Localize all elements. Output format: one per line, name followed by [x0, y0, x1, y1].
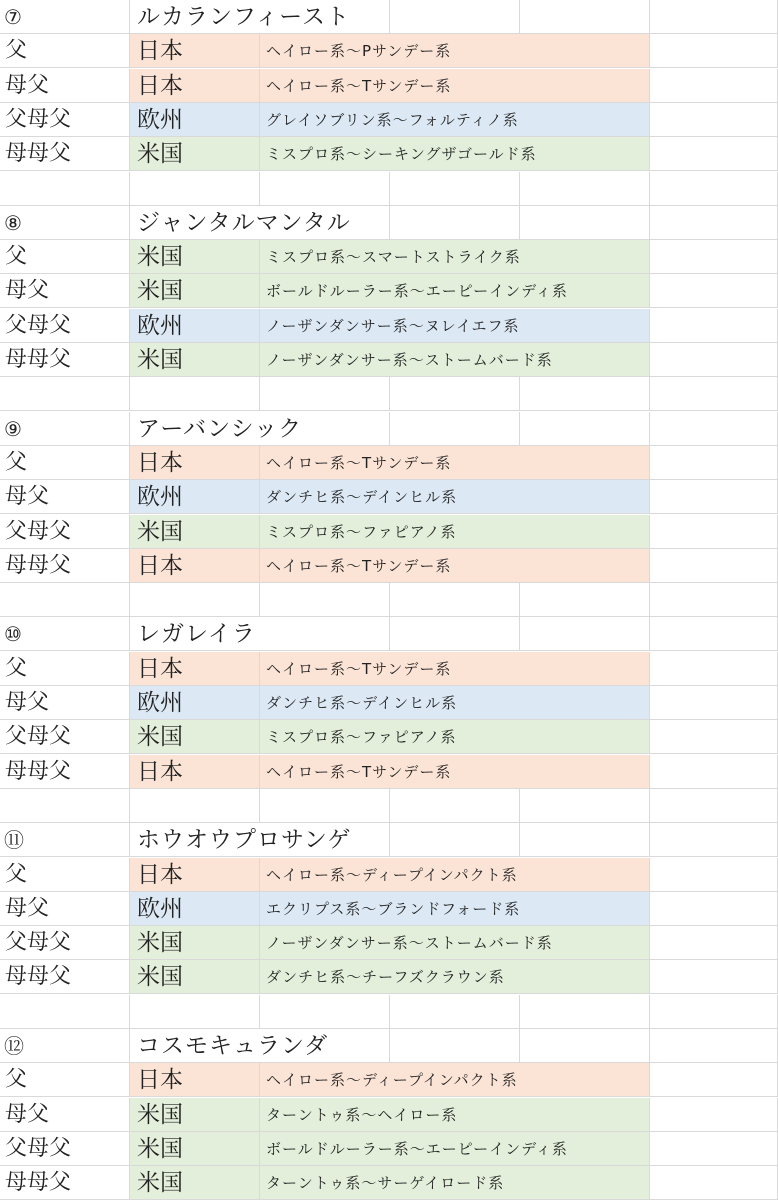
- sire-line-text: ノーザンダンサー系～ヌレイエフ系: [266, 316, 520, 335]
- horse-number: ⑩: [4, 622, 22, 647]
- horse-number: ⑧: [4, 210, 22, 235]
- horse-number-cell[interactable]: [0, 412, 130, 446]
- region-cell[interactable]: [130, 926, 260, 960]
- relation-label: 母母父: [5, 347, 72, 372]
- relation-label-cell[interactable]: [0, 343, 130, 377]
- sire-line-text: グレイソブリン系～フォルティノ系: [266, 110, 519, 129]
- region-text: 日本: [137, 1067, 183, 1094]
- region-cell[interactable]: [130, 1166, 260, 1200]
- spacer-row: [0, 172, 778, 206]
- empty-cell[interactable]: [650, 583, 778, 617]
- empty-cell[interactable]: [390, 206, 520, 240]
- sire-line-cell[interactable]: [260, 960, 650, 994]
- sire-line-text: ターントゥ系～ヘイロー系: [266, 1105, 458, 1124]
- empty-cell[interactable]: [650, 412, 778, 446]
- empty-cell[interactable]: [520, 617, 650, 651]
- region-cell[interactable]: [130, 240, 260, 274]
- relation-label: 母父: [5, 72, 50, 98]
- empty-cell[interactable]: [260, 172, 390, 206]
- relation-label: 父母父: [5, 724, 72, 750]
- sire-line-cell[interactable]: [260, 34, 650, 68]
- sire-line-cell[interactable]: [260, 892, 650, 926]
- sire-line-text: ヘイロー系～Pサンデー系: [266, 42, 452, 61]
- region-cell[interactable]: [130, 1063, 260, 1097]
- empty-cell[interactable]: [390, 789, 520, 823]
- sire-line-text: ボールドルーラー系～エーピーインディ系: [266, 1139, 568, 1158]
- relation-label: 母母父: [5, 964, 72, 990]
- empty-cell[interactable]: [650, 652, 778, 686]
- region-cell[interactable]: [130, 103, 260, 137]
- sire-line-cell[interactable]: [260, 858, 650, 892]
- empty-cell[interactable]: [0, 995, 130, 1029]
- sire-line-cell[interactable]: [260, 446, 650, 480]
- pedigree-row: [0, 686, 778, 720]
- horse-name-cell[interactable]: [130, 1029, 390, 1063]
- sire-line-text: ヘイロー系～ディープインパクト系: [266, 1071, 518, 1090]
- relation-label: 母母父: [5, 758, 72, 784]
- empty-cell[interactable]: [650, 789, 778, 823]
- pedigree-row: [0, 69, 778, 103]
- sire-line-cell[interactable]: [260, 926, 650, 960]
- region-text: 米国: [137, 1101, 183, 1128]
- empty-cell[interactable]: [650, 515, 778, 549]
- region-cell[interactable]: [130, 69, 260, 103]
- spacer-row: [0, 377, 778, 411]
- relation-label: 母父: [5, 690, 50, 715]
- region-cell[interactable]: [130, 960, 260, 994]
- empty-cell[interactable]: [650, 34, 778, 68]
- sire-line-cell[interactable]: [260, 1132, 650, 1166]
- pedigree-row: [0, 926, 778, 960]
- region-cell[interactable]: [130, 274, 260, 308]
- horse-number-cell[interactable]: [0, 0, 130, 34]
- pedigree-row: [0, 309, 778, 343]
- empty-cell[interactable]: [650, 549, 778, 583]
- horse-header-row: [0, 617, 778, 651]
- spacer-row: [0, 583, 778, 617]
- empty-cell[interactable]: [650, 480, 778, 514]
- empty-cell[interactable]: [650, 755, 778, 789]
- relation-label-cell[interactable]: [0, 446, 130, 480]
- sire-line-cell[interactable]: [260, 686, 650, 720]
- relation-label-cell[interactable]: [0, 686, 130, 720]
- region-text: 欧州: [137, 690, 183, 716]
- empty-cell[interactable]: [650, 960, 778, 994]
- relation-label-cell[interactable]: [0, 480, 130, 514]
- region-text: 日本: [137, 758, 183, 785]
- pedigree-row: [0, 240, 778, 274]
- pedigree-row: [0, 549, 778, 583]
- pedigree-row: [0, 652, 778, 686]
- sire-line-text: ダンチヒ系～デインヒル系: [266, 488, 458, 507]
- region-cell[interactable]: [130, 686, 260, 720]
- horse-number: ⑦: [4, 5, 22, 29]
- region-cell[interactable]: [130, 343, 260, 377]
- empty-cell[interactable]: [390, 1029, 520, 1063]
- relation-label-cell[interactable]: [0, 515, 130, 549]
- region-cell[interactable]: [130, 755, 260, 789]
- sire-line-text: ヘイロー系～ディープインパクト系: [266, 865, 518, 884]
- relation-label: 父母父: [5, 518, 72, 544]
- horse-name: レガレイラ: [137, 621, 256, 648]
- pedigree-row: [0, 515, 778, 549]
- relation-label: 父母父: [5, 106, 72, 132]
- sire-line-text: ミスプロ系～ファピアノ系: [266, 728, 457, 747]
- relation-label: 父母父: [5, 1135, 72, 1161]
- relation-label: 父: [5, 244, 28, 270]
- relation-label-cell[interactable]: [0, 892, 130, 926]
- sire-line-cell[interactable]: [260, 480, 650, 514]
- relation-label-cell[interactable]: [0, 1166, 130, 1200]
- horse-number-cell[interactable]: [0, 206, 130, 240]
- empty-cell[interactable]: [0, 172, 130, 206]
- horse-name: アーバンシック: [137, 415, 303, 442]
- pedigree-row: [0, 446, 778, 480]
- relation-label: 父: [5, 38, 28, 64]
- empty-cell[interactable]: [650, 926, 778, 960]
- empty-cell[interactable]: [650, 137, 778, 171]
- horse-number-cell[interactable]: [0, 1029, 130, 1063]
- horse-name-cell[interactable]: [130, 0, 390, 34]
- sire-line-text: エクリプス系～ブランドフォード系: [266, 899, 521, 918]
- horse-name-cell[interactable]: [130, 412, 390, 446]
- sire-line-text: ダンチヒ系～デインヒル系: [266, 694, 458, 712]
- pedigree-row: [0, 1098, 778, 1132]
- relation-label-cell[interactable]: [0, 103, 130, 137]
- sire-line-text: ヘイロー系～Tサンデー系: [266, 453, 452, 472]
- empty-cell[interactable]: [130, 995, 260, 1029]
- empty-cell[interactable]: [130, 377, 260, 411]
- empty-cell[interactable]: [130, 172, 260, 206]
- region-cell[interactable]: [130, 446, 260, 480]
- relation-label-cell[interactable]: [0, 34, 130, 68]
- region-cell[interactable]: [130, 858, 260, 892]
- sire-line-text: ターントゥ系～サーゲイロード系: [266, 1174, 505, 1193]
- sire-line-text: ミスプロ系～シーキングザゴールド系: [266, 145, 537, 164]
- region-text: 米国: [137, 1170, 183, 1197]
- sire-line-cell[interactable]: [260, 720, 650, 754]
- empty-cell[interactable]: [130, 789, 260, 823]
- relation-label-cell[interactable]: [0, 549, 130, 583]
- relation-label-cell[interactable]: [0, 720, 130, 754]
- empty-cell[interactable]: [260, 789, 390, 823]
- empty-cell[interactable]: [650, 995, 778, 1029]
- sire-line-cell[interactable]: [260, 755, 650, 789]
- relation-label-cell[interactable]: [0, 1063, 130, 1097]
- region-cell[interactable]: [130, 309, 260, 343]
- pedigree-row: [0, 858, 778, 892]
- region-cell[interactable]: [130, 515, 260, 549]
- relation-label: 母父: [5, 895, 50, 921]
- empty-cell[interactable]: [650, 69, 778, 103]
- sire-line-cell[interactable]: [260, 1166, 650, 1200]
- relation-label: 父: [5, 1067, 28, 1093]
- empty-cell[interactable]: [390, 823, 520, 857]
- sire-line-cell[interactable]: [260, 240, 650, 274]
- relation-label-cell[interactable]: [0, 309, 130, 343]
- relation-label-cell[interactable]: [0, 858, 130, 892]
- horse-name-cell[interactable]: [130, 617, 390, 651]
- sire-line-cell[interactable]: [260, 137, 650, 171]
- region-text: 米国: [137, 244, 183, 271]
- empty-cell[interactable]: [650, 823, 778, 857]
- region-text: 米国: [137, 930, 183, 957]
- empty-cell[interactable]: [390, 377, 520, 411]
- empty-cell[interactable]: [650, 892, 778, 926]
- pedigree-row: [0, 892, 778, 926]
- empty-cell[interactable]: [650, 1029, 778, 1063]
- relation-label-cell[interactable]: [0, 240, 130, 274]
- region-text: 日本: [137, 861, 183, 888]
- horse-number: ⑫: [4, 1034, 24, 1058]
- region-text: 米国: [137, 1135, 183, 1162]
- region-text: 日本: [137, 72, 183, 99]
- pedigree-row: [0, 720, 778, 754]
- empty-cell[interactable]: [650, 172, 778, 206]
- pedigree-row: [0, 755, 778, 789]
- horse-name: ルカランフィースト: [137, 4, 351, 30]
- relation-label-cell[interactable]: [0, 755, 130, 789]
- horse-header-row: [0, 206, 778, 240]
- relation-label: 母母父: [5, 141, 72, 167]
- empty-cell[interactable]: [390, 617, 520, 651]
- region-text: 日本: [137, 552, 183, 579]
- empty-cell[interactable]: [520, 172, 650, 206]
- empty-cell[interactable]: [650, 617, 778, 651]
- empty-cell[interactable]: [520, 412, 650, 446]
- empty-cell[interactable]: [520, 206, 650, 240]
- empty-cell[interactable]: [390, 0, 520, 34]
- horse-name-cell[interactable]: [130, 823, 390, 857]
- sire-line-text: ヘイロー系～Tサンデー系: [266, 762, 452, 781]
- horse-name: ホウオウプロサンゲ: [137, 827, 352, 854]
- horse-name: ジャンタルマンタル: [137, 209, 351, 236]
- spacer-row: [0, 995, 778, 1029]
- empty-cell[interactable]: [520, 995, 650, 1029]
- empty-cell[interactable]: [650, 274, 778, 308]
- pedigree-row: [0, 343, 778, 377]
- empty-cell[interactable]: [260, 995, 390, 1029]
- empty-cell[interactable]: [520, 0, 650, 34]
- empty-cell[interactable]: [0, 789, 130, 823]
- empty-cell[interactable]: [520, 1029, 650, 1063]
- region-text: 欧州: [137, 895, 183, 922]
- horse-header-row: [0, 823, 778, 857]
- relation-label-cell[interactable]: [0, 274, 130, 308]
- relation-label-cell[interactable]: [0, 652, 130, 686]
- region-cell[interactable]: [130, 652, 260, 686]
- sire-line-text: ミスプロ系～スマートストライク系: [266, 248, 521, 267]
- sire-line-cell[interactable]: [260, 343, 650, 377]
- horse-name-cell[interactable]: [130, 206, 390, 240]
- relation-label-cell[interactable]: [0, 1098, 130, 1132]
- pedigree-row: [0, 274, 778, 308]
- horse-name: コスモキュランダ: [137, 1033, 329, 1059]
- empty-cell[interactable]: [520, 583, 650, 617]
- relation-label: 母母父: [5, 1170, 72, 1196]
- region-text: 欧州: [137, 106, 183, 133]
- sire-line-text: ミスプロ系～ファピアノ系: [266, 522, 457, 541]
- sire-line-cell[interactable]: [260, 549, 650, 583]
- sire-line-cell[interactable]: [260, 309, 650, 343]
- empty-cell[interactable]: [650, 240, 778, 274]
- region-cell[interactable]: [130, 720, 260, 754]
- empty-cell[interactable]: [260, 583, 390, 617]
- region-cell[interactable]: [130, 892, 260, 926]
- region-text: 米国: [137, 964, 183, 991]
- sire-line-cell[interactable]: [260, 274, 650, 308]
- horse-number-cell[interactable]: [0, 617, 130, 651]
- empty-cell[interactable]: [650, 858, 778, 892]
- empty-cell[interactable]: [650, 377, 778, 411]
- relation-label-cell[interactable]: [0, 137, 130, 171]
- region-text: 米国: [137, 347, 183, 373]
- empty-cell[interactable]: [130, 583, 260, 617]
- relation-label-cell[interactable]: [0, 69, 130, 103]
- region-text: 米国: [137, 141, 183, 168]
- relation-label-cell[interactable]: [0, 926, 130, 960]
- empty-cell[interactable]: [650, 206, 778, 240]
- empty-cell[interactable]: [520, 377, 650, 411]
- relation-label: 父: [5, 449, 28, 475]
- sire-line-text: ノーザンダンサー系～ストームバード系: [266, 934, 553, 953]
- relation-label: 母父: [5, 484, 50, 510]
- pedigree-row: [0, 1063, 778, 1097]
- empty-cell[interactable]: [650, 446, 778, 480]
- empty-cell[interactable]: [650, 1166, 778, 1200]
- sire-line-cell[interactable]: [260, 69, 650, 103]
- spacer-row: [0, 789, 778, 823]
- region-text: 欧州: [137, 312, 183, 339]
- region-cell[interactable]: [130, 1132, 260, 1166]
- empty-cell[interactable]: [390, 583, 520, 617]
- relation-label: 父母父: [5, 312, 72, 338]
- sire-line-cell[interactable]: [260, 103, 650, 137]
- region-text: 日本: [137, 655, 183, 682]
- horse-number: ⑪: [4, 828, 24, 853]
- pedigree-row: [0, 34, 778, 68]
- empty-cell[interactable]: [650, 1132, 778, 1166]
- horse-number: ⑨: [4, 416, 22, 441]
- horse-header-row: [0, 412, 778, 446]
- relation-label: 父: [5, 655, 28, 681]
- region-cell[interactable]: [130, 1098, 260, 1132]
- sire-line-cell[interactable]: [260, 515, 650, 549]
- horse-number-cell[interactable]: [0, 823, 130, 857]
- relation-label: 母父: [5, 278, 50, 304]
- horse-header-row: [0, 1029, 778, 1063]
- empty-cell[interactable]: [390, 412, 520, 446]
- sire-line-text: ヘイロー系～Tサンデー系: [266, 76, 452, 95]
- empty-cell[interactable]: [650, 720, 778, 754]
- pedigree-row: [0, 137, 778, 171]
- empty-cell[interactable]: [650, 103, 778, 137]
- sire-line-cell[interactable]: [260, 1063, 650, 1097]
- sire-line-cell[interactable]: [260, 652, 650, 686]
- empty-cell[interactable]: [520, 823, 650, 857]
- empty-cell[interactable]: [650, 1098, 778, 1132]
- empty-cell[interactable]: [650, 343, 778, 377]
- pedigree-row: [0, 1166, 778, 1200]
- pedigree-row: [0, 1132, 778, 1166]
- empty-cell[interactable]: [650, 0, 778, 34]
- region-text: 日本: [137, 449, 183, 476]
- relation-label: 母母父: [5, 552, 72, 578]
- region-text: 欧州: [137, 484, 183, 511]
- region-cell[interactable]: [130, 137, 260, 171]
- region-text: 米国: [137, 724, 183, 751]
- relation-label-cell[interactable]: [0, 1132, 130, 1166]
- region-cell[interactable]: [130, 34, 260, 68]
- relation-label-cell[interactable]: [0, 960, 130, 994]
- empty-cell[interactable]: [0, 377, 130, 411]
- pedigree-row: [0, 960, 778, 994]
- pedigree-row: [0, 480, 778, 514]
- region-text: 米国: [137, 518, 183, 545]
- horse-header-row: [0, 0, 778, 34]
- relation-label: 母父: [5, 1101, 50, 1127]
- empty-cell[interactable]: [0, 583, 130, 617]
- relation-label: 父母父: [5, 930, 72, 956]
- empty-cell[interactable]: [390, 172, 520, 206]
- sire-line-text: ボールドルーラー系～エーピーインディ系: [266, 282, 568, 301]
- region-cell[interactable]: [130, 480, 260, 514]
- empty-cell[interactable]: [260, 377, 390, 411]
- pedigree-row: [0, 103, 778, 137]
- region-text: 米国: [137, 278, 183, 305]
- empty-cell[interactable]: [650, 309, 778, 343]
- sire-line-text: ヘイロー系～Tサンデー系: [266, 556, 452, 575]
- sire-line-text: ヘイロー系～Tサンデー系: [266, 659, 452, 678]
- empty-cell[interactable]: [390, 995, 520, 1029]
- sire-line-cell[interactable]: [260, 1098, 650, 1132]
- empty-cell[interactable]: [650, 686, 778, 720]
- sire-line-text: ノーザンダンサー系～ストームバード系: [266, 351, 553, 369]
- sire-line-text: ダンチヒ系～チーフズクラウン系: [266, 968, 505, 987]
- empty-cell[interactable]: [650, 1063, 778, 1097]
- relation-label: 父: [5, 861, 28, 887]
- region-text: 日本: [137, 38, 183, 65]
- empty-cell[interactable]: [520, 789, 650, 823]
- region-cell[interactable]: [130, 549, 260, 583]
